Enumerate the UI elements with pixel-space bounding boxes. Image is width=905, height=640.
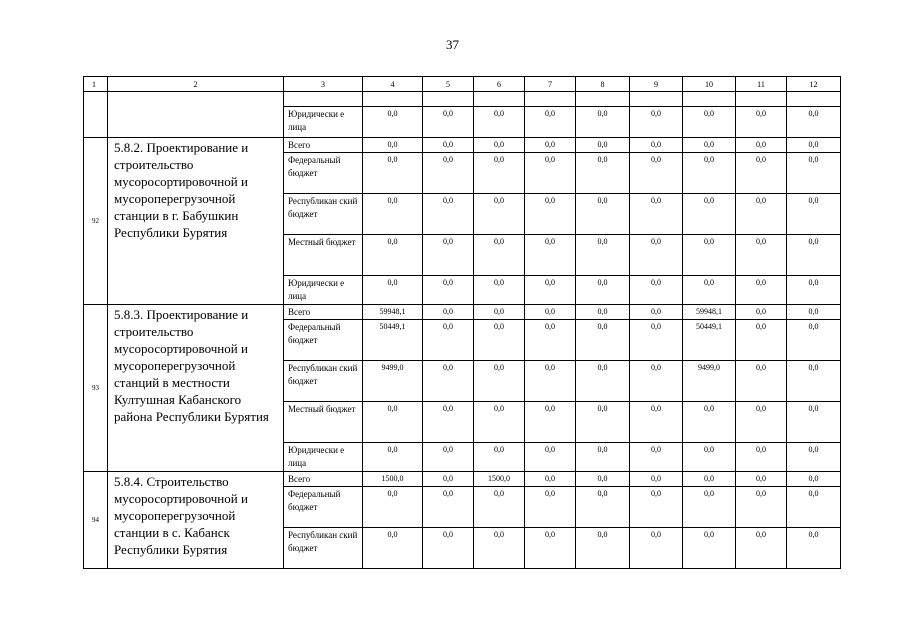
- value-cell: [363, 92, 423, 107]
- value-cell: 0,0: [423, 107, 474, 138]
- value-cell: 0,0: [630, 443, 683, 472]
- value-cell: [525, 92, 576, 107]
- header-cell: 12: [787, 77, 841, 92]
- value-cell: 0,0: [576, 276, 630, 305]
- source-label: Всего: [284, 305, 363, 320]
- value-cell: 0,0: [525, 402, 576, 443]
- header-cell: 6: [474, 77, 525, 92]
- row-number-cell: [84, 92, 108, 138]
- header-row: [84, 77, 841, 92]
- value-cell: 59948,1: [363, 305, 423, 320]
- value-cell: 0,0: [363, 528, 423, 569]
- value-cell: 0,0: [474, 153, 525, 194]
- value-cell: 0,0: [423, 361, 474, 402]
- value-cell: 0,0: [423, 320, 474, 361]
- value-cell: [683, 92, 736, 107]
- value-cell: 0,0: [683, 153, 736, 194]
- value-cell: 0,0: [683, 107, 736, 138]
- value-cell: 0,0: [736, 107, 787, 138]
- value-cell: 0,0: [474, 276, 525, 305]
- value-cell: 0,0: [787, 320, 841, 361]
- value-cell: 0,0: [736, 528, 787, 569]
- value-cell: 0,0: [576, 320, 630, 361]
- value-cell: 0,0: [423, 487, 474, 528]
- header-cell: 4: [363, 77, 423, 92]
- table-row: [84, 138, 841, 153]
- value-cell: 0,0: [630, 305, 683, 320]
- value-cell: [787, 92, 841, 107]
- value-cell: 0,0: [423, 472, 474, 487]
- value-cell: [423, 92, 474, 107]
- value-cell: 9499,0: [683, 361, 736, 402]
- value-cell: 0,0: [787, 276, 841, 305]
- budget-table: [83, 76, 841, 569]
- measure-name: 5.8.3. Проектирование и строительство мусоросортировочной и мусороперегрузочной станций в местности Култушная Кабанского района Республики Бурятия: [108, 305, 284, 472]
- value-cell: 0,0: [630, 153, 683, 194]
- measure-name: 5.8.2. Проектирование и строительство мусоросортировочной и мусороперегрузочной станции в г. Бабушкин Республики Бурятия: [108, 138, 284, 305]
- value-cell: 50449,1: [683, 320, 736, 361]
- value-cell: 0,0: [474, 320, 525, 361]
- header-cell: 2: [108, 77, 284, 92]
- value-cell: 0,0: [683, 472, 736, 487]
- value-cell: 0,0: [630, 107, 683, 138]
- value-cell: [576, 92, 630, 107]
- value-cell: 0,0: [787, 402, 841, 443]
- source-cell: [284, 92, 363, 107]
- value-cell: 0,0: [576, 487, 630, 528]
- value-cell: 0,0: [683, 194, 736, 235]
- value-cell: 0,0: [630, 528, 683, 569]
- value-cell: 0,0: [423, 194, 474, 235]
- value-cell: 0,0: [683, 487, 736, 528]
- value-cell: 0,0: [576, 305, 630, 320]
- value-cell: 0,0: [630, 138, 683, 153]
- source-label: Федеральный бюджет: [284, 320, 363, 361]
- value-cell: 0,0: [787, 443, 841, 472]
- value-cell: 0,0: [736, 361, 787, 402]
- value-cell: 0,0: [787, 138, 841, 153]
- header-cell: 1: [84, 77, 108, 92]
- header-cell: 8: [576, 77, 630, 92]
- value-cell: 0,0: [683, 138, 736, 153]
- value-cell: 0,0: [736, 235, 787, 276]
- value-cell: 0,0: [736, 320, 787, 361]
- value-cell: 0,0: [525, 528, 576, 569]
- table-row: [84, 305, 841, 320]
- row-number-cell: 93: [84, 305, 108, 472]
- measure-name: 5.8.4. Строительство мусоросортировочной и мусороперегрузочной станции в с. Кабанск Республики Бурятия: [108, 472, 284, 569]
- value-cell: 0,0: [630, 361, 683, 402]
- value-cell: 0,0: [525, 138, 576, 153]
- spacer-row: [84, 92, 841, 107]
- value-cell: 0,0: [525, 472, 576, 487]
- value-cell: 59948,1: [683, 305, 736, 320]
- source-label: Республикан ский бюджет: [284, 194, 363, 235]
- value-cell: 0,0: [787, 472, 841, 487]
- value-cell: 0,0: [576, 235, 630, 276]
- header-cell: 7: [525, 77, 576, 92]
- value-cell: 0,0: [736, 487, 787, 528]
- value-cell: 0,0: [474, 138, 525, 153]
- value-cell: 0,0: [576, 107, 630, 138]
- value-cell: 0,0: [474, 443, 525, 472]
- value-cell: 1500,0: [474, 472, 525, 487]
- value-cell: 0,0: [736, 153, 787, 194]
- value-cell: 0,0: [736, 443, 787, 472]
- value-cell: 0,0: [576, 472, 630, 487]
- value-cell: 0,0: [736, 402, 787, 443]
- source-label: Юридически е лица: [284, 443, 363, 472]
- value-cell: 0,0: [683, 235, 736, 276]
- value-cell: 0,0: [787, 107, 841, 138]
- source-label: Всего: [284, 472, 363, 487]
- header-cell: 3: [284, 77, 363, 92]
- value-cell: 0,0: [787, 528, 841, 569]
- value-cell: 0,0: [474, 305, 525, 320]
- table-body: [84, 77, 841, 569]
- source-label: Всего: [284, 138, 363, 153]
- value-cell: 0,0: [630, 487, 683, 528]
- value-cell: 0,0: [363, 487, 423, 528]
- value-cell: 0,0: [423, 276, 474, 305]
- value-cell: 50449,1: [363, 320, 423, 361]
- value-cell: 0,0: [683, 276, 736, 305]
- value-cell: 0,0: [474, 235, 525, 276]
- value-cell: 9499,0: [363, 361, 423, 402]
- name-cell: [108, 92, 284, 138]
- value-cell: 0,0: [423, 138, 474, 153]
- value-cell: 0,0: [363, 443, 423, 472]
- value-cell: 0,0: [576, 402, 630, 443]
- value-cell: 0,0: [787, 235, 841, 276]
- value-cell: 0,0: [525, 320, 576, 361]
- value-cell: 0,0: [576, 443, 630, 472]
- value-cell: 0,0: [787, 194, 841, 235]
- value-cell: 0,0: [423, 402, 474, 443]
- header-cell: 11: [736, 77, 787, 92]
- value-cell: 0,0: [423, 235, 474, 276]
- value-cell: 0,0: [474, 528, 525, 569]
- value-cell: 0,0: [576, 194, 630, 235]
- source-label: Федеральный бюджет: [284, 487, 363, 528]
- value-cell: 0,0: [474, 107, 525, 138]
- value-cell: 0,0: [525, 487, 576, 528]
- value-cell: 0,0: [423, 153, 474, 194]
- value-cell: 0,0: [525, 153, 576, 194]
- value-cell: 0,0: [525, 194, 576, 235]
- header-cell: 10: [683, 77, 736, 92]
- value-cell: 0,0: [363, 138, 423, 153]
- value-cell: 0,0: [525, 235, 576, 276]
- value-cell: 0,0: [736, 472, 787, 487]
- value-cell: 0,0: [576, 138, 630, 153]
- value-cell: 0,0: [474, 402, 525, 443]
- source-label: Местный бюджет: [284, 402, 363, 443]
- value-cell: 0,0: [525, 107, 576, 138]
- value-cell: 0,0: [576, 361, 630, 402]
- value-cell: 0,0: [630, 402, 683, 443]
- value-cell: 0,0: [630, 472, 683, 487]
- value-cell: 0,0: [363, 194, 423, 235]
- value-cell: 0,0: [423, 528, 474, 569]
- value-cell: 0,0: [683, 528, 736, 569]
- value-cell: 0,0: [363, 402, 423, 443]
- value-cell: 0,0: [683, 402, 736, 443]
- source-label: Республикан ский бюджет: [284, 528, 363, 569]
- value-cell: [474, 92, 525, 107]
- value-cell: 0,0: [576, 528, 630, 569]
- value-cell: 0,0: [787, 305, 841, 320]
- value-cell: 0,0: [736, 276, 787, 305]
- value-cell: 0,0: [363, 276, 423, 305]
- source-label: Местный бюджет: [284, 235, 363, 276]
- value-cell: 0,0: [363, 107, 423, 138]
- value-cell: [630, 92, 683, 107]
- value-cell: 0,0: [683, 443, 736, 472]
- value-cell: 0,0: [363, 153, 423, 194]
- value-cell: 0,0: [787, 487, 841, 528]
- header-cell: 9: [630, 77, 683, 92]
- value-cell: 0,0: [423, 305, 474, 320]
- value-cell: 0,0: [630, 320, 683, 361]
- value-cell: 0,0: [736, 305, 787, 320]
- row-number-cell: 92: [84, 138, 108, 305]
- value-cell: 0,0: [736, 138, 787, 153]
- value-cell: 0,0: [576, 153, 630, 194]
- value-cell: 0,0: [525, 443, 576, 472]
- value-cell: 1500,0: [363, 472, 423, 487]
- source-label: Республикан ский бюджет: [284, 361, 363, 402]
- value-cell: 0,0: [736, 194, 787, 235]
- value-cell: [736, 92, 787, 107]
- source-label: Федеральный бюджет: [284, 153, 363, 194]
- source-label: Юридически е лица: [284, 276, 363, 305]
- value-cell: 0,0: [525, 276, 576, 305]
- value-cell: 0,0: [423, 443, 474, 472]
- page-number: 37: [446, 37, 459, 52]
- row-number-cell: 94: [84, 472, 108, 569]
- value-cell: 0,0: [787, 361, 841, 402]
- value-cell: 0,0: [474, 194, 525, 235]
- value-cell: 0,0: [630, 194, 683, 235]
- value-cell: 0,0: [525, 361, 576, 402]
- value-cell: 0,0: [474, 361, 525, 402]
- value-cell: 0,0: [474, 487, 525, 528]
- value-cell: 0,0: [525, 305, 576, 320]
- header-cell: 5: [423, 77, 474, 92]
- table-row: [84, 472, 841, 487]
- value-cell: 0,0: [787, 153, 841, 194]
- value-cell: 0,0: [630, 235, 683, 276]
- value-cell: 0,0: [630, 276, 683, 305]
- value-cell: 0,0: [363, 235, 423, 276]
- source-label: Юридически е лица: [284, 107, 363, 138]
